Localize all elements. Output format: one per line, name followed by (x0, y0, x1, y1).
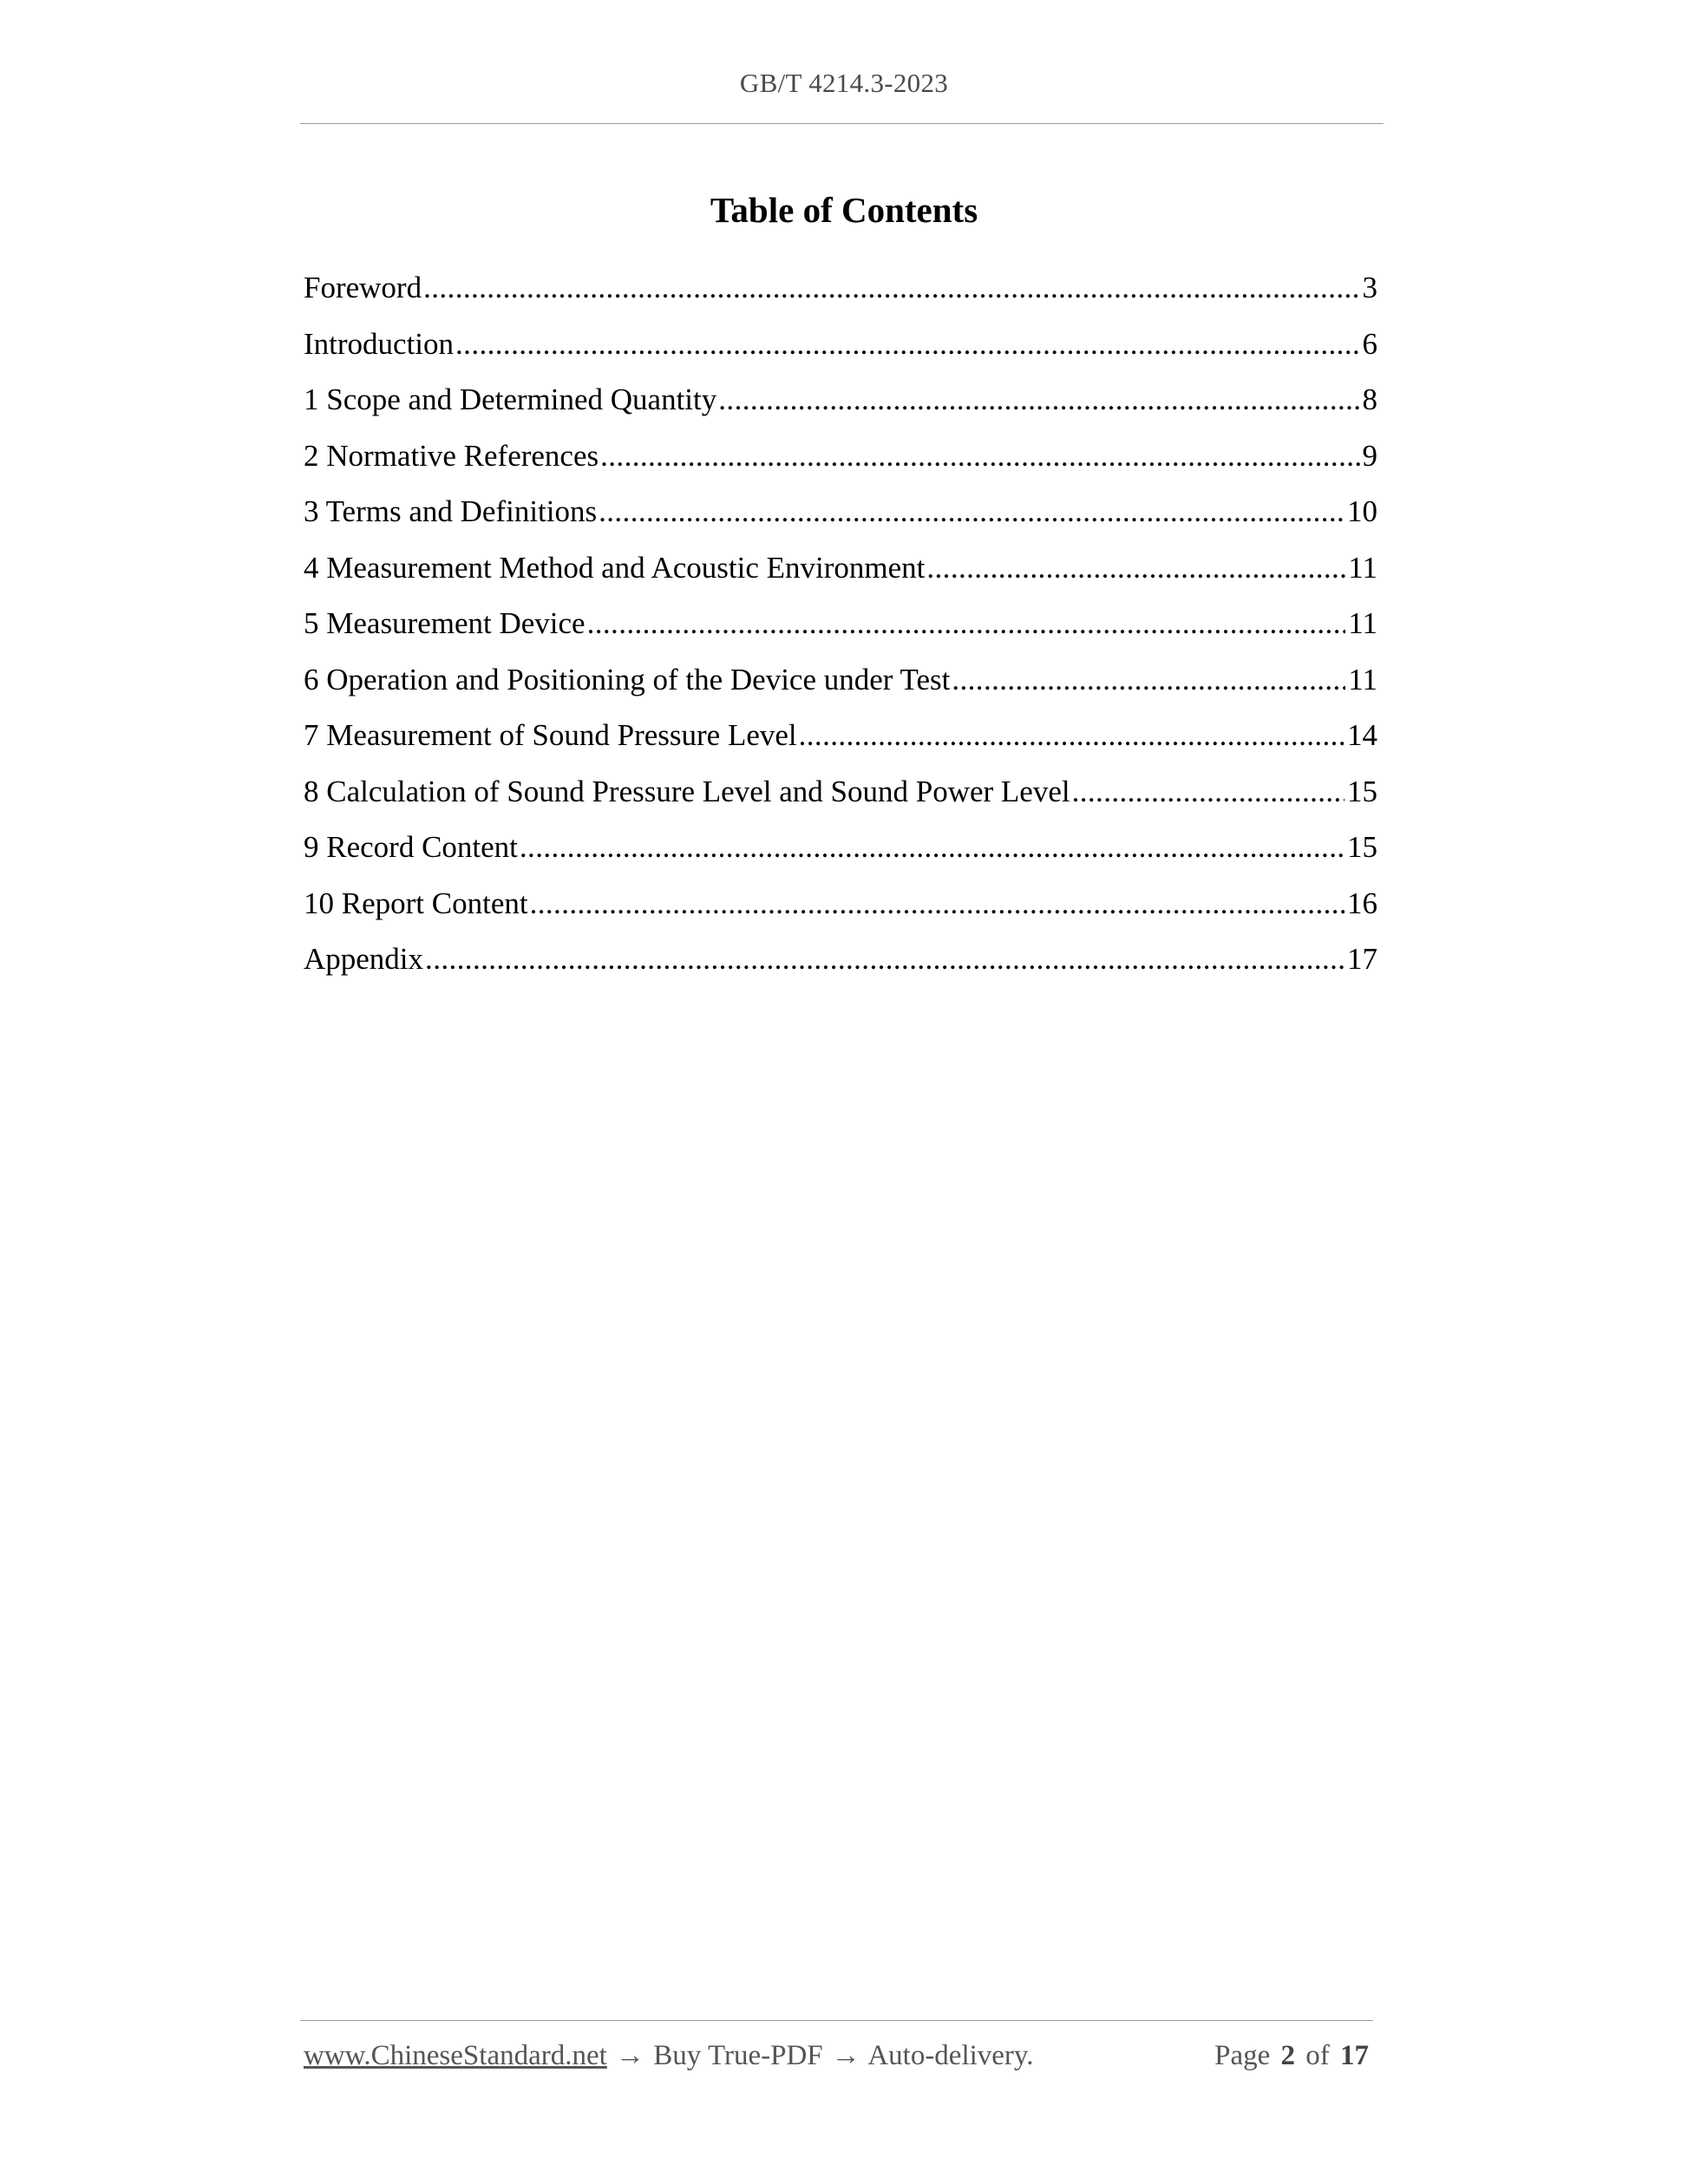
toc-entry-scope[interactable] (304, 379, 1377, 435)
toc-dot-leader (600, 435, 1359, 477)
toc-entry-label: 7 Measurement of Sound Pressure Level (304, 718, 797, 752)
toc-entry-page: 17 (1347, 942, 1377, 976)
toc-entry-page: 16 (1347, 886, 1377, 920)
toc-entry-page: 14 (1347, 718, 1377, 752)
document-header: GB/T 4214.3-2023 (739, 68, 949, 98)
toc-entry-operation-positioning[interactable] (304, 659, 1377, 716)
toc-entry-terms-definitions[interactable] (304, 491, 1377, 547)
toc-entry-page: 15 (1347, 830, 1377, 864)
toc-dot-leader (425, 938, 1345, 980)
toc-dot-leader (455, 324, 1359, 365)
toc-entry-label: Introduction (304, 326, 455, 361)
toc-dot-leader (718, 379, 1359, 421)
toc-entry-label: 8 Calculation of Sound Pressure Level and Sound Power Level (304, 774, 1070, 808)
toc-entry-page: 8 (1362, 383, 1377, 416)
toc-dot-leader (587, 603, 1346, 644)
footer-divider (300, 2020, 1373, 2021)
toc-dot-leader (952, 659, 1345, 701)
toc-dot-leader (599, 491, 1345, 533)
toc-entry-record-content[interactable] (304, 827, 1377, 883)
toc-dot-leader (1072, 771, 1345, 813)
toc-dot-leader (520, 827, 1345, 868)
toc-entry-label: 5 Measurement Device (304, 606, 586, 640)
toc-entry-page: 10 (1347, 494, 1377, 528)
buy-text: Buy True-PDF (653, 2040, 823, 2071)
toc-entry-foreword[interactable] (304, 267, 1377, 324)
current-page-number: 2 (1280, 2040, 1295, 2071)
page-word: Page (1214, 2040, 1271, 2071)
toc-entry-label: 2 Normative References (304, 438, 599, 473)
toc-title: Table of Contents (710, 190, 978, 230)
toc-entry-page: 11 (1348, 662, 1377, 696)
toc-entry-appendix[interactable] (304, 938, 1377, 995)
toc-entry-measurement-method[interactable] (304, 547, 1377, 604)
toc-entry-measurement-device[interactable] (304, 603, 1377, 659)
toc-entry-label: 3 Terms and Definitions (304, 494, 598, 528)
arrow-right-icon: → (831, 2040, 860, 2071)
toc-entry-sound-pressure-measurement[interactable] (304, 715, 1377, 771)
document-footer (304, 2040, 1369, 2072)
header-divider (300, 123, 1384, 124)
footer-promo (304, 2040, 1034, 2072)
toc-dot-leader (423, 267, 1359, 309)
page-indicator (1211, 2040, 1369, 2072)
toc-entry-calculation[interactable] (304, 771, 1377, 827)
toc-dot-leader (926, 547, 1345, 589)
delivery-text: Auto-delivery. (867, 2040, 1034, 2071)
site-link[interactable]: www.ChineseStandard.net (304, 2040, 607, 2071)
toc-entry-label: Appendix (304, 942, 424, 976)
toc-entry-page: 15 (1347, 774, 1377, 808)
arrow-right-icon: → (616, 2040, 645, 2071)
toc-entry-label: 4 Measurement Method and Acoustic Environment (304, 550, 926, 585)
toc-entry-label: 9 Record Content (304, 830, 518, 864)
toc-entry-report-content[interactable] (304, 883, 1377, 939)
toc-entry-label: 6 Operation and Positioning of the Device under Test (304, 662, 951, 696)
toc-entry-page: 6 (1362, 326, 1377, 361)
toc-dot-leader (799, 715, 1345, 756)
of-word: of (1305, 2040, 1330, 2071)
toc-entry-normative-references[interactable] (304, 435, 1377, 492)
toc-entry-page: 11 (1348, 550, 1377, 585)
toc-dot-leader (530, 883, 1345, 925)
toc-entry-label: 10 Report Content (304, 886, 528, 920)
toc-entry-page: 9 (1362, 438, 1377, 473)
toc-entry-page: 11 (1348, 606, 1377, 640)
toc-entry-introduction[interactable] (304, 324, 1377, 380)
toc-entry-label: Foreword (304, 271, 422, 304)
total-pages-number: 17 (1340, 2040, 1369, 2071)
toc-entry-label: 1 Scope and Determined Quantity (304, 383, 717, 416)
toc-list (304, 267, 1377, 995)
toc-entry-page: 3 (1362, 271, 1377, 304)
